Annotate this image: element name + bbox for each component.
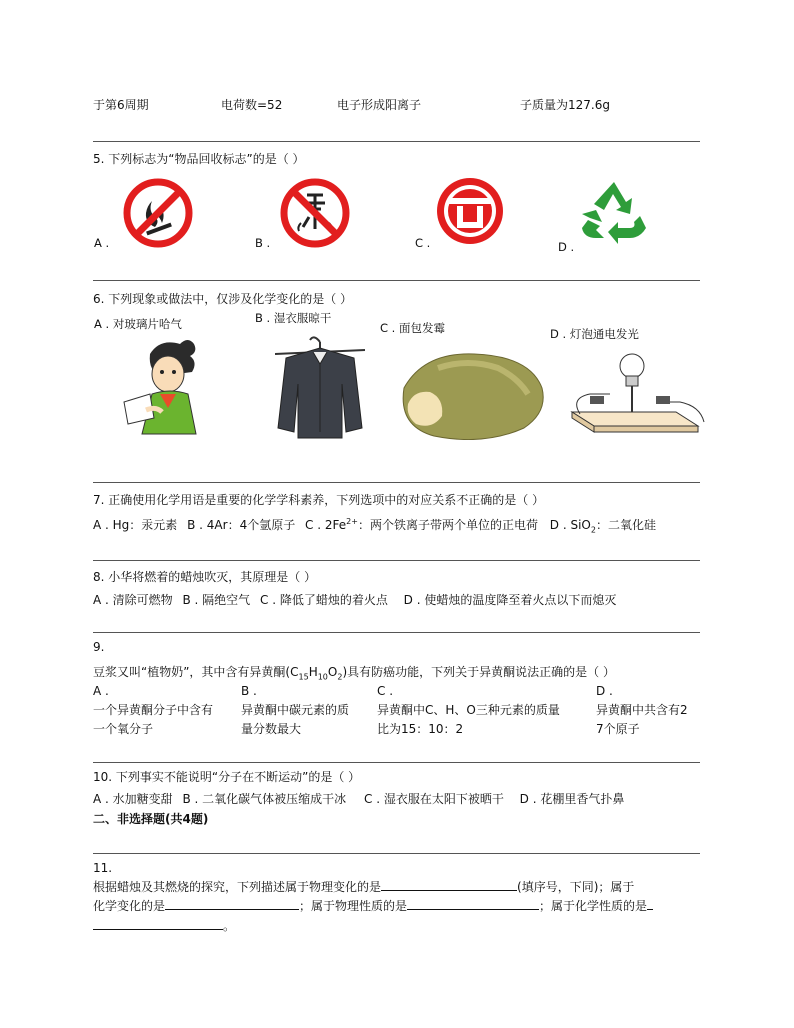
q8-stem: 8. 小华将燃着的蜡烛吹灭，其原理是（ ） (93, 570, 317, 584)
q10-option-d: D . 花棚里香气扑鼻 (519, 792, 625, 806)
recycle-sign-icon (580, 180, 648, 246)
section-heading: 二、非选择题(共4题) (93, 812, 209, 826)
q7-d-subscript: 2 (590, 525, 596, 535)
q8-option-a: A . 清除可燃物 (93, 593, 173, 607)
q9-oxygen-symbol: O (327, 665, 338, 679)
q9-option-a (93, 682, 213, 739)
q9-hydrogen-symbol: H (308, 665, 318, 679)
q9-option-a-line2: 一个氧分子 (93, 722, 154, 736)
light-bulb-circuit-illustration (560, 346, 706, 438)
q7-d-prefix: D . SiO (549, 518, 591, 532)
q9-option-a-line1: 一个异黄酮分子中含有 (93, 703, 214, 717)
q9-carbon-count: 15 (298, 672, 309, 682)
q9-option-b (241, 682, 349, 739)
q9-option-d-label: D . (596, 684, 613, 698)
q11-line1-tail: (填序号，下同)；属于 (517, 880, 635, 894)
q6-option-d: D . 灯泡通电发光 (550, 327, 639, 341)
q7-option-d (549, 518, 656, 535)
q9-option-c (377, 682, 560, 739)
q11-line3 (93, 917, 235, 934)
q9-option-d-line2: 7个原子 (596, 722, 640, 736)
q7-d-text: ：二氧化硅 (595, 518, 656, 532)
divider (93, 482, 700, 483)
q7-c-charge: 2+ (346, 517, 358, 526)
q9-option-b-line2: 量分数最大 (241, 722, 302, 736)
q11-blank-chemical-property-start[interactable] (647, 897, 653, 910)
q6-stem: 6. 下列现象或做法中，仅涉及化学变化的是（ ） (93, 292, 353, 306)
no-fire-sign-icon (122, 177, 194, 249)
q7-c-text: ：两个铁离子带两个单位的正电荷 (357, 518, 538, 532)
divider (93, 280, 700, 281)
q11-blank-chemical-property[interactable] (93, 917, 223, 930)
q5-option-d: D . (558, 240, 575, 254)
top-row-item-2: 电荷数=52 (221, 98, 283, 112)
no-fireworks-sign-icon (279, 177, 351, 249)
divider (93, 632, 700, 633)
q6-option-a: A . 对玻璃片哈气 (94, 317, 182, 331)
q6-option-b: B . 湿衣服晾干 (255, 311, 332, 325)
q9-option-a-label: A . (93, 684, 109, 698)
divider (93, 560, 700, 561)
q7-options-row (93, 516, 656, 534)
q9-stem-prefix: 豆浆又叫“植物奶”，其中含有异黄酮(C (93, 665, 299, 679)
q9-stem (93, 663, 615, 681)
divider (93, 853, 700, 854)
q5-option-a: A . (94, 236, 110, 250)
q10-stem: 10. 下列事实不能说明“分子在不断运动”的是（ ） (93, 770, 361, 784)
q10-option-b: B . 二氧化碳气体被压缩成干冰 (182, 792, 347, 806)
q9-hydrogen-count: 10 (317, 672, 328, 682)
top-row-item-3: 电子形成阳离子 (337, 98, 422, 112)
q8-option-b: B . 隔绝空气 (182, 593, 251, 607)
q8-options-row (93, 591, 616, 608)
q11-blank-chemical-change[interactable] (165, 897, 299, 910)
q10-option-a: A . 水加糖变甜 (93, 792, 173, 806)
top-row-item-1: 于第6周期 (93, 98, 149, 112)
q8-option-d: D . 使蜡烛的温度降至着火点以下而熄灭 (403, 593, 617, 607)
q11-line2-physical-property: ；属于物理性质的是 (299, 899, 408, 913)
q9-stem-suffix: )具有防癌功能，下列关于异黄酮说法正确的是（ ） (342, 665, 615, 679)
shirt-on-hanger-illustration (275, 332, 365, 442)
q9-option-c-line1: 异黄酮中C、H、O三种元素的质量 (377, 703, 560, 717)
q11-number: 11. (93, 861, 113, 875)
girl-breathing-on-glass-illustration (120, 332, 220, 442)
q11-line1 (93, 878, 634, 895)
q9-option-b-line1: 异黄酮中碳元素的质 (241, 703, 350, 717)
q9-option-c-label: C . (377, 684, 394, 698)
q6-option-c: C . 面包发霉 (380, 321, 445, 335)
q11-line2 (93, 897, 653, 914)
q10-options-row (93, 790, 624, 807)
q9-oxygen-count: 2 (337, 672, 343, 682)
q11-blank-physical-change[interactable] (381, 878, 517, 891)
divider (93, 762, 700, 763)
q7-c-prefix: C . 2Fe (305, 518, 347, 532)
q9-option-d-line1: 异黄酮中共含有2 (596, 703, 688, 717)
q11-blank-physical-property[interactable] (407, 897, 539, 910)
divider (93, 141, 700, 142)
q11-line1-text: 根据蜡烛及其燃烧的探究，下列描述属于物理变化的是 (93, 880, 382, 894)
q8-option-c: C . 降低了蜡烛的着火点 (260, 593, 388, 607)
q7-option-c (305, 518, 538, 532)
q11-line3-end: 。 (223, 919, 236, 933)
q7-stem: 7. 正确使用化学用语是重要的化学学科素养，下列选项中的对应关系不正确的是（ ） (93, 493, 545, 507)
q10-option-c: C . 湿衣服在太阳下被晒干 (364, 792, 504, 806)
q11-line2-chemical-property: ；属于化学性质的是 (539, 899, 648, 913)
hui-recycle-sign-icon (435, 176, 505, 246)
top-row-item-4: 子质量为127.6g (520, 98, 610, 112)
q9-option-d (596, 682, 688, 739)
q11-line2-chemical-change: 化学变化的是 (93, 899, 166, 913)
q9-number: 9. (93, 640, 105, 654)
q7-option-a: A . Hg：汞元素 (93, 518, 178, 532)
q5-stem: 5. 下列标志为“物品回收标志”的是（ ） (93, 152, 305, 166)
moldy-bread-illustration (398, 348, 546, 440)
q5-option-c: C . (415, 236, 431, 250)
q5-option-b: B . (255, 236, 271, 250)
q9-option-c-line2: 比为15：10：2 (377, 722, 464, 736)
q9-option-b-label: B . (241, 684, 257, 698)
q7-option-b: B . 4Ar：4个氩原子 (187, 518, 296, 532)
